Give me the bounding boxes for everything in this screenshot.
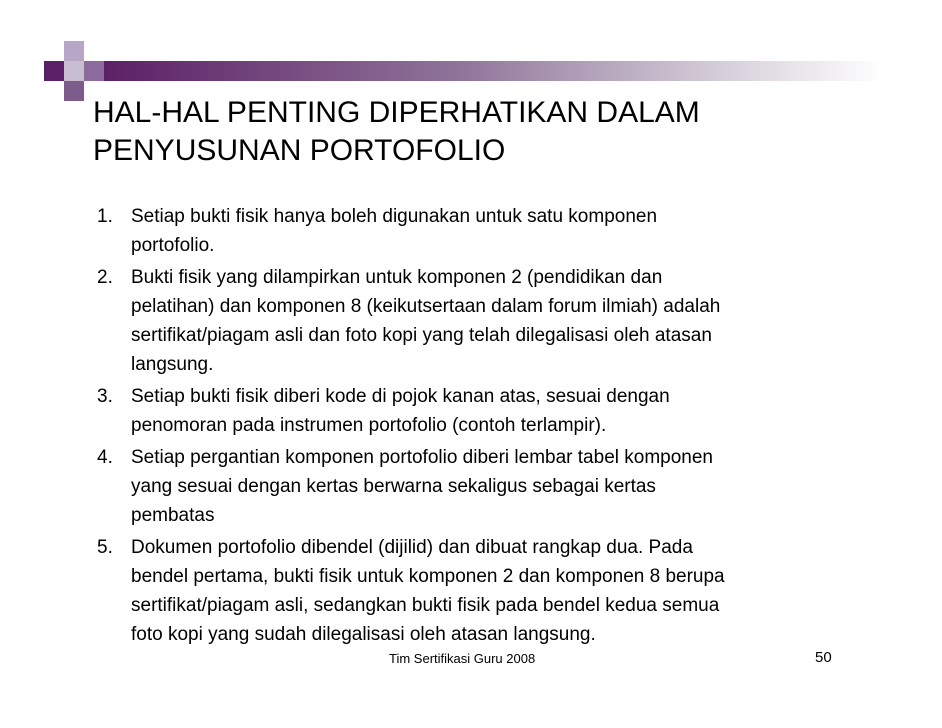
list-item bbox=[97, 202, 857, 260]
decor-square bbox=[44, 81, 64, 101]
header-gradient-bar bbox=[104, 61, 884, 81]
decor-square bbox=[44, 41, 64, 61]
list-item-line: penomoran pada instrumen portofolio (contoh terlampir). bbox=[131, 415, 607, 436]
list-item bbox=[97, 533, 857, 649]
footer-text: Tim Sertifikasi Guru 2008 bbox=[389, 651, 536, 666]
list-item-line: pelatihan) dan komponen 8 (keikutsertaan dalam forum ilmiah) adalah bbox=[131, 296, 721, 317]
slide-title-line-1: HAL-HAL PENTING DIPERHATIKAN DALAM bbox=[93, 96, 700, 129]
decor-square bbox=[64, 81, 84, 101]
decor-square bbox=[84, 41, 104, 61]
list-item-line: langsung. bbox=[131, 354, 214, 375]
list-item-line: bendel pertama, bukti fisik untuk komponen 2 dan komponen 8 berupa bbox=[131, 566, 725, 587]
page-number: 50 bbox=[815, 649, 832, 666]
list-item-line: sertifikat/piagam asli dan foto kopi yang telah dilegalisasi oleh atasan bbox=[131, 325, 712, 346]
list-item-number: 4. bbox=[97, 447, 113, 468]
list-item-line: foto kopi yang sudah dilegalisasi oleh atasan langsung. bbox=[131, 624, 596, 645]
slide-title-line-2: PENYUSUNAN PORTOFOLIO bbox=[93, 134, 506, 167]
list-item-line: Setiap pergantian komponen portofolio diberi lembar tabel komponen bbox=[131, 447, 713, 468]
list-item bbox=[97, 443, 857, 530]
list-item-line: yang sesuai dengan kertas berwarna sekaligus sebagai kertas bbox=[131, 476, 656, 497]
list-item-line: sertifikat/piagam asli, sedangkan bukti fisik pada bendel kedua semua bbox=[131, 595, 720, 616]
decor-square bbox=[84, 61, 104, 81]
list-item-line: Dokumen portofolio dibendel (dijilid) dan dibuat rangkap dua. Pada bbox=[131, 537, 693, 558]
list-item-number: 5. bbox=[97, 537, 113, 558]
list-item-number: 2. bbox=[97, 267, 113, 288]
list-item-line: Setiap bukti fisik diberi kode di pojok kanan atas, sesuai dengan bbox=[131, 386, 670, 407]
list-item-line: portofolio. bbox=[131, 235, 215, 256]
list-item bbox=[97, 263, 857, 379]
list-item-line: Bukti fisik yang dilampirkan untuk komponen 2 (pendidikan dan bbox=[131, 267, 663, 288]
decor-square bbox=[44, 61, 64, 81]
list-item-line: Setiap bukti fisik hanya boleh digunakan untuk satu komponen bbox=[131, 206, 658, 227]
slide-title bbox=[93, 94, 893, 170]
list-item-number: 1. bbox=[97, 206, 113, 227]
decor-square bbox=[64, 61, 84, 81]
decor-square bbox=[64, 41, 84, 61]
list-item-line: pembatas bbox=[131, 505, 215, 526]
list-item bbox=[97, 382, 857, 440]
list-item-number: 3. bbox=[97, 386, 113, 407]
numbered-list bbox=[97, 202, 857, 652]
